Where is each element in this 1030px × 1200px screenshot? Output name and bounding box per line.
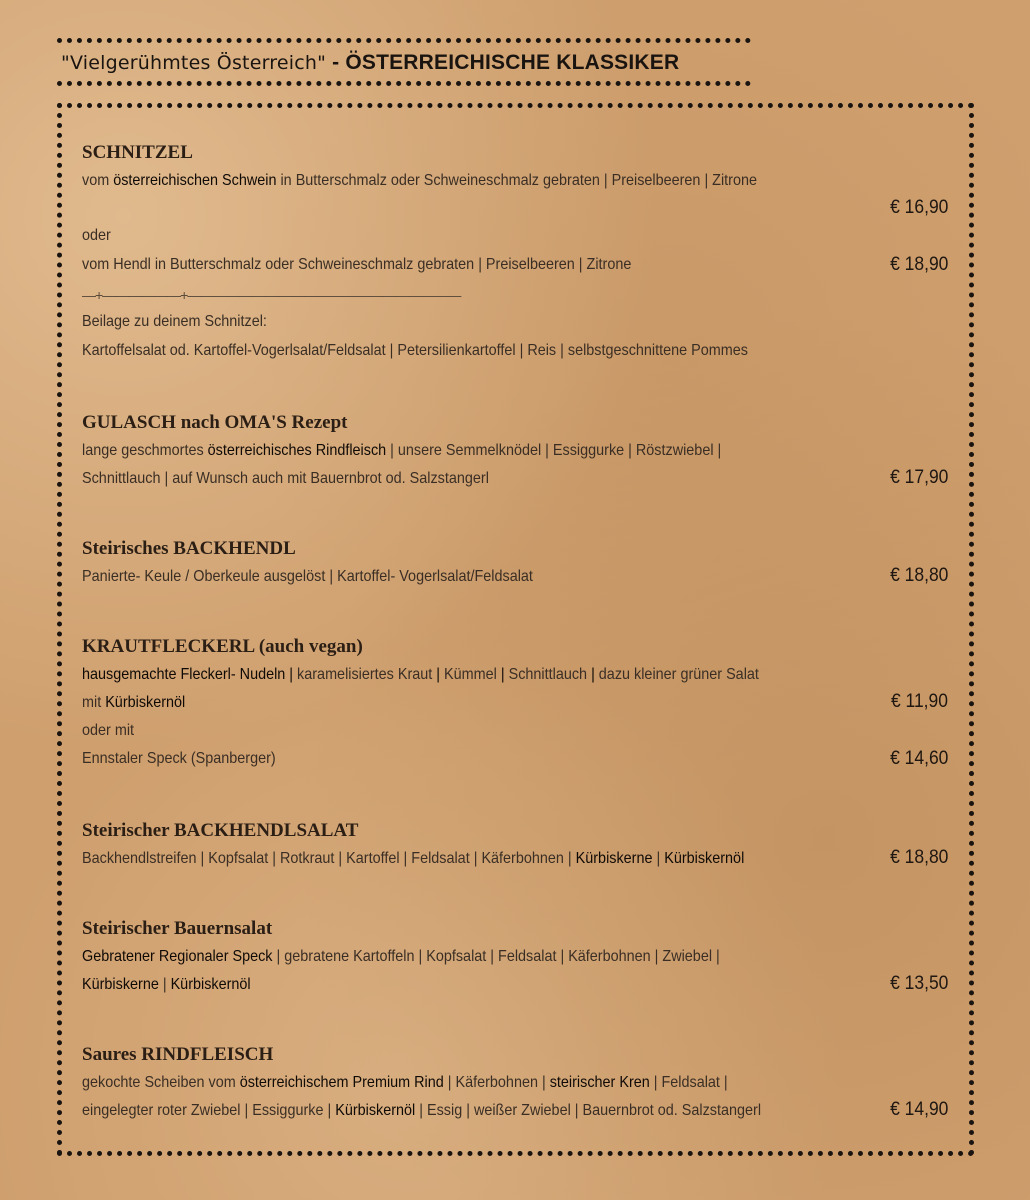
dish-description-rindfleisch-1: gekochte Scheiben vom österreichischem Premium Rind | Käferbohnen | steirischer Kren | Feldsalat | [82,1074,728,1091]
dish-price-backhendlsalat: € 18,80 [889,847,948,868]
dish-title-schnitzel: SCHNITZEL [82,142,193,163]
dish-description-gulasch-1: lange geschmortes österreichisches Rindfleisch | unsere Semmelknödel | Essiggurke | Röstzwiebel | [82,442,722,459]
dish-title-backhendl: Steirisches BACKHENDL [82,538,296,559]
dish-description-gulasch-2: Schnittlauch | auf Wunsch auch mit Bauernbrot od. Salzstangerl [82,470,489,487]
section-title-caps: - ÖSTERREICHISCHE KLASSIKER [326,51,680,74]
section-title-quote: "Vielgerühmtes Österreich" [61,52,327,74]
dish-title-rindfleisch: Saures RINDFLEISCH [82,1044,274,1065]
dish-description-krautfleckerl-speck: Ennstaler Speck (Spanberger) [82,750,276,767]
dish-title-backhendlsalat: Steirischer BACKHENDLSALAT [82,820,359,841]
dish-description-schnitzel: vom österreichischen Schwein in Butterschmalz oder Schweineschmalz gebraten | Preiselbeeren | Zitrone [82,172,757,189]
dish-description-krautfleckerl-2: mit Kürbiskernöl [82,694,186,711]
dish-description-bauernsalat-1: Gebratener Regionaler Speck | gebratene Kartoffeln | Kopfsalat | Feldsalat | Käferbohnen | Zwiebel | [82,948,720,965]
schnitzel-oder: oder [82,227,111,244]
krautfleckerl-oder-mit: oder mit [82,722,135,739]
dish-price-krautfleckerl-speck: € 14,60 [889,748,948,769]
side-dish-options: Kartoffelsalat od. Kartoffel-Vogerlsalat/Feldsalat | Petersilienkartoffel | Reis | selbstgeschnittene Pommes [82,342,748,359]
dish-price-backhendl: € 18,80 [889,565,948,586]
dish-description-bauernsalat-2: Kürbiskerne | Kürbiskernöl [82,976,251,993]
separator-line: —+——————+————————————————————— [82,287,461,303]
dish-price-rindfleisch: € 14,90 [889,1099,948,1120]
dish-price-krautfleckerl: € 11,90 [890,691,948,712]
dish-price-schnitzel-schwein: € 16,90 [889,197,948,218]
dish-title-bauernsalat: Steirischer Bauernsalat [82,918,273,939]
dish-price-gulasch: € 17,90 [889,467,948,488]
dish-title-gulasch: GULASCH nach OMA'S Rezept [82,412,348,433]
side-dish-label: Beilage zu deinem Schnitzel: [82,313,267,330]
dish-price-schnitzel-hendl: € 18,90 [889,254,948,275]
dish-description-schnitzel-hendl: vom Hendl in Butterschmalz oder Schweineschmalz gebraten | Preiselbeeren | Zitrone [82,256,632,273]
dish-description-rindfleisch-2: eingelegter roter Zwiebel | Essiggurke | Kürbiskernöl | Essig | weißer Zwiebel | Bauernbrot od. Salzstangerl [82,1102,762,1119]
dish-title-krautfleckerl: KRAUTFLECKERL (auch vegan) [82,636,363,657]
dish-description-krautfleckerl-1: hausgemachte Fleckerl- Nudeln | karamelisiertes Kraut | Kümmel | Schnittlauch | dazu kleiner grüner Salat [82,666,759,683]
dish-description-backhendl: Panierte- Keule / Oberkeule ausgelöst | Kartoffel- Vogerlsalat/Feldsalat [82,568,533,585]
section-header [57,38,751,86]
dish-price-bauernsalat: € 13,50 [889,973,948,994]
dish-description-backhendlsalat: Backhendlstreifen | Kopfsalat | Rotkraut | Kartoffel | Feldsalat | Käferbohnen | Kürbiskerne | Kürbiskernöl [82,850,745,867]
section-title [61,51,679,75]
